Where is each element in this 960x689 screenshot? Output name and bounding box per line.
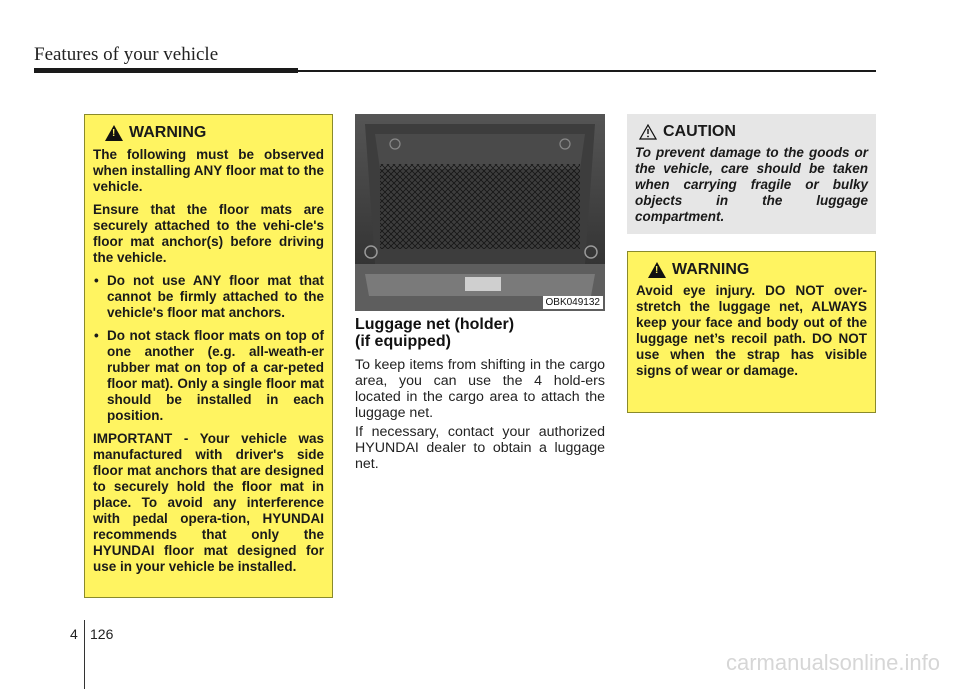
warning-paragraph: The following must be observed when installing ANY floor mat to the vehicle.: [93, 147, 325, 194]
watermark: carmanualsonline.info: [725, 650, 940, 675]
caution-box: [627, 114, 876, 234]
caution-text: To prevent damage to the goods or the vehicle, care should be taken when carrying fragile or bulky objects in the luggage compartment.: [635, 145, 868, 224]
warning-triangle-icon: !: [105, 125, 123, 141]
warning-title: WARNING: [129, 124, 207, 141]
header-rule: [298, 70, 876, 72]
section-title-line: Luggage net (holder): [355, 316, 515, 333]
chapter-number: 4: [70, 626, 78, 642]
header-bar: [34, 68, 298, 73]
warning-title: WARNING: [672, 261, 750, 278]
body-paragraph: To keep items from shifting in the cargo area, you can use the 4 hold-ers located in the cargo area to attach the luggage net.: [355, 357, 605, 421]
section-title: [355, 316, 615, 350]
body-paragraph: If necessary, contact your authorized HYUNDAI dealer to obtain a luggage net.: [355, 424, 605, 472]
caution-title: CAUTION: [663, 123, 736, 140]
footer-divider: [84, 620, 85, 689]
page-number: 126: [90, 626, 114, 642]
luggage-net-warning-box: [627, 251, 876, 413]
running-header: Features of your vehicle: [34, 44, 219, 65]
warning-bullet: • Do not use ANY floor mat that cannot be firmly attached to the vehicle's floor mat anchors.: [93, 273, 324, 321]
warning-triangle-icon: !: [648, 262, 666, 278]
cargo-area-illustration: [355, 114, 605, 311]
figure-code: OBK049132: [543, 296, 604, 309]
floor-mat-warning-box: [84, 114, 333, 598]
luggage-net-photo: [355, 114, 605, 311]
warning-bullet: • Do not stack floor mats on top of one another (e.g. all-weath-er rubber mat on top of a car-peted floor mat). Only a single floor mat should be installed in each position.: [93, 328, 324, 424]
warning-paragraph: Ensure that the floor mats are securely attached to the vehi-cle's floor mat anchor(s) before driving the vehicle.: [93, 202, 324, 265]
caution-triangle-icon: [639, 124, 657, 140]
warning-paragraph: IMPORTANT - Your vehicle was manufactured with driver's side floor mat anchors that are designed to securely hold the floor mat in place. To avoid any interference with pedal opera-tion, HYUNDAI recommends that only the HYUNDAI floor mat designed for use in your vehicle be installed.: [93, 431, 324, 574]
section-title-line: (if equipped): [355, 333, 451, 350]
warning-text: Avoid eye injury. DO NOT over-stretch the luggage net, ALWAYS keep your face and body out of the luggage net’s recoil path. DO NOT use when the strap has visible signs of wear or damage.: [636, 283, 867, 378]
